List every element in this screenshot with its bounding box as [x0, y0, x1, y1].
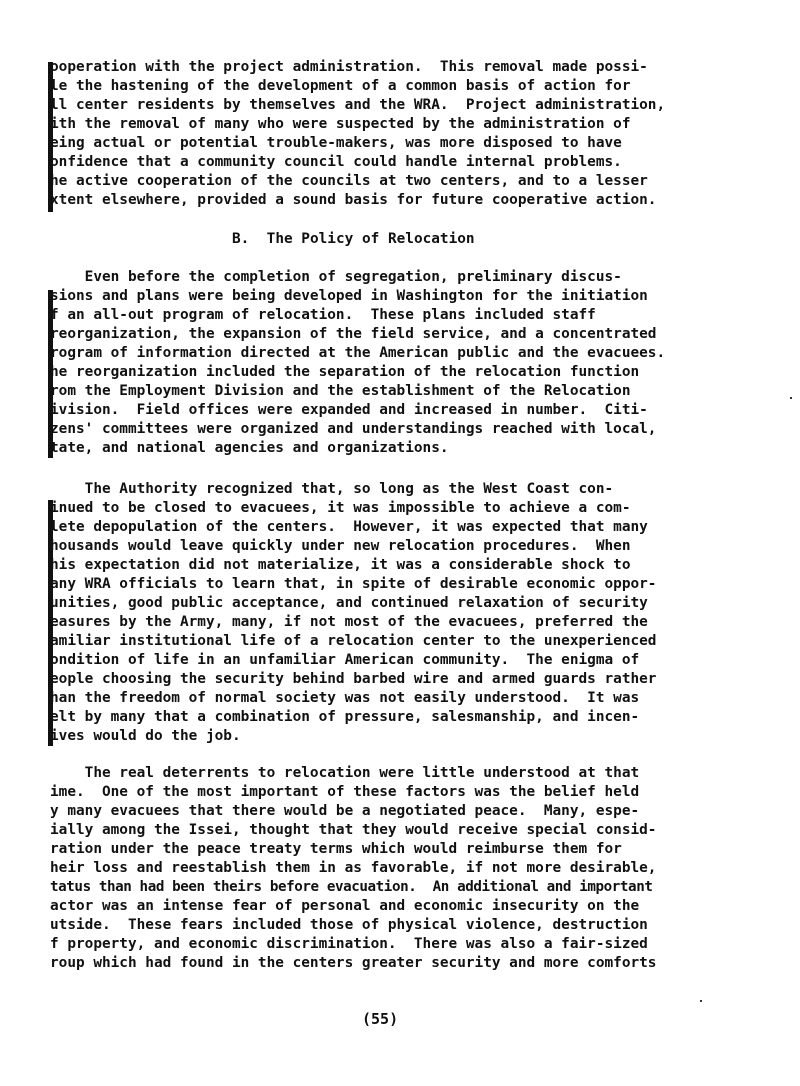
text-line: zens' committees were organized and understandings reached with local, [50, 421, 657, 437]
text-line: The real deterrents to relocation were little understood at that [50, 765, 640, 781]
text-line: inued to be closed to evacuees, it was impossible to achieve a com- [50, 500, 631, 516]
text-line: reorganization, the expansion of the field service, and a concentrated [50, 326, 657, 342]
text-line: f an all-out program of relocation. These plans included staff [50, 307, 596, 323]
text-line: actor was an intense fear of personal and economic insecurity on the [50, 898, 640, 914]
text-line: ives would do the job. [50, 728, 241, 744]
text-line: y many evacuees that there would be a negotiated peace. Many, espe- [50, 803, 640, 819]
text-line: ially among the Issei, thought that they would receive special consid- [50, 822, 657, 838]
text-line: ration under the peace treaty terms which would reimburse them for [50, 841, 622, 857]
page-number: (55) [362, 1010, 399, 1028]
text-line: le the hastening of the development of a common basis of action for [50, 78, 631, 94]
text-line: rom the Employment Division and the establishment of the Relocation [50, 383, 631, 399]
text-line: eople choosing the security behind barbed wire and armed guards rather [50, 671, 657, 687]
text-line: ith the removal of many who were suspected by the administration of [50, 116, 631, 132]
scan-speck [790, 397, 792, 399]
text-line: he reorganization included the separation of the relocation function [50, 364, 640, 380]
text-line: lete depopulation of the centers. However, it was expected that many [50, 519, 648, 535]
text-line: xtent elsewhere, provided a sound basis for future cooperative action. [50, 192, 657, 208]
text-line: tatus than had been theirs before evacuation. An additional and important [50, 879, 653, 895]
text-line: ooperation with the project administration. This removal made possi- [50, 59, 648, 75]
text-line: easures by the Army, many, if not most of the evacuees, preferred the [50, 614, 648, 630]
text-line: tate, and national agencies and organizations. [50, 440, 449, 456]
text-line: ime. One of the most important of these factors was the belief held [50, 784, 640, 800]
text-line: rogram of information directed at the American public and the evacuees. [50, 345, 666, 361]
text-line: elt by many that a combination of pressure, salesmanship, and incen- [50, 709, 640, 725]
text-line: amiliar institutional life of a relocation center to the unexperienced [50, 633, 657, 649]
text-line: ondition of life in an unfamiliar American community. The enigma of [50, 652, 640, 668]
text-line: The Authority recognized that, so long as the West Coast con- [50, 481, 614, 497]
text-line: han the freedom of normal society was not easily understood. It was [50, 690, 640, 706]
text-line: ll center residents by themselves and the WRA. Project administration, [50, 97, 666, 113]
text-line: f property, and economic discrimination. There was also a fair-sized [50, 936, 648, 952]
text-line: heir loss and reestablish them in as favorable, if not more desirable, [50, 860, 657, 876]
text-line: roup which had found in the centers greater security and more comforts [50, 955, 657, 971]
text-line: unities, good public acceptance, and continued relaxation of security [50, 595, 648, 611]
section-heading: B. The Policy of Relocation [232, 231, 475, 247]
text-line: ivision. Field offices were expanded and increased in number. Citi- [50, 402, 648, 418]
text-line: sions and plans were being developed in Washington for the initiation [50, 288, 648, 304]
text-line: onfidence that a community council could handle internal problems. [50, 154, 622, 170]
text-line: he active cooperation of the councils at two centers, and to a lesser [50, 173, 648, 189]
text-line: any WRA officials to learn that, in spite of desirable economic oppor- [50, 576, 657, 592]
text-line: utside. These fears included those of physical violence, destruction [50, 917, 648, 933]
text-line: his expectation did not materialize, it was a considerable shock to [50, 557, 631, 573]
text-line: Even before the completion of segregation, preliminary discus- [50, 269, 622, 285]
scan-speck [700, 1000, 702, 1002]
text-line: eing actual or potential trouble-makers, was more disposed to have [50, 135, 622, 151]
text-line: housands would leave quickly under new relocation procedures. When [50, 538, 631, 554]
